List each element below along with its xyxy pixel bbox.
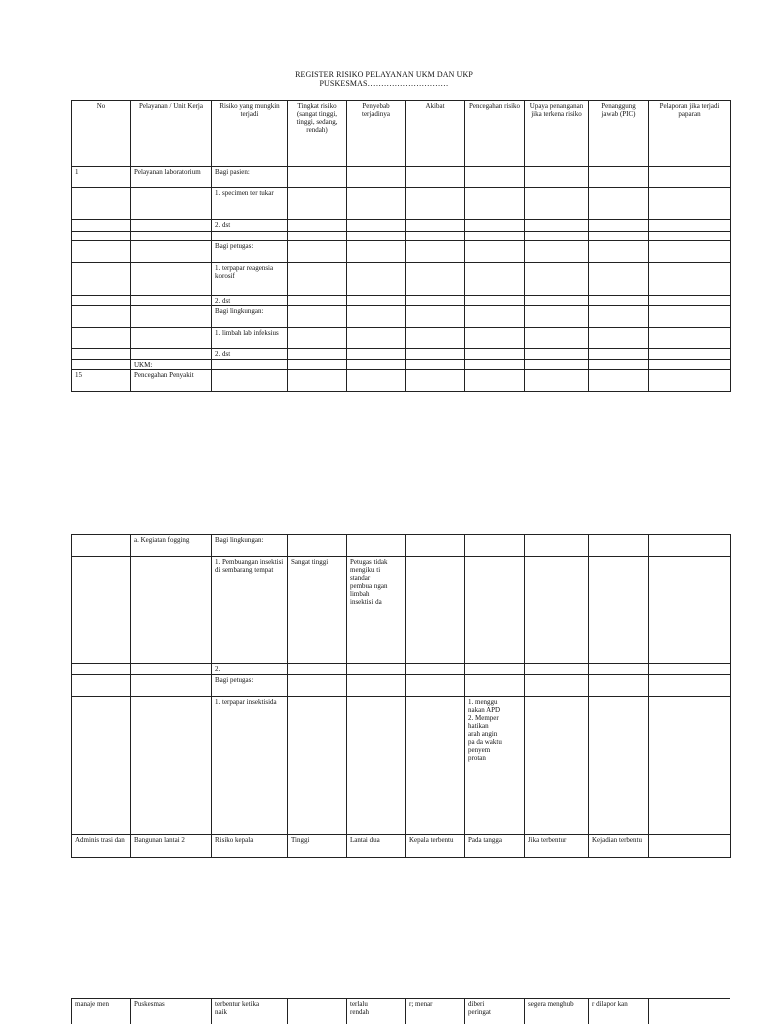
cell-no: Adminis trasi dan: [72, 835, 131, 858]
cell-risk: 1. specimen ter tukar: [212, 188, 288, 220]
cell-level: [288, 535, 347, 557]
cell-cause: [347, 697, 406, 835]
cell-pic: [589, 557, 649, 664]
cell-no: [72, 349, 131, 360]
cell-prevention: 1. menggu nakan APD 2. Memper hatikan arah angin pa da waktu penyem protan: [465, 697, 525, 835]
cell-unit: [131, 328, 212, 349]
cell-effect: [406, 697, 465, 835]
cell-pic: [589, 675, 649, 697]
risk-register-table-2: [71, 534, 731, 858]
cell-unit: Pencegahan Penyakit: [131, 370, 212, 392]
cell-handling: [525, 557, 589, 664]
cell-prevention: [465, 675, 525, 697]
cell-handling: [525, 535, 589, 557]
table-row: [72, 360, 731, 370]
header-cause: Penyebab terjadinya: [347, 101, 406, 167]
cell-unit: Puskesmas: [131, 999, 212, 1024]
cell-unit: [131, 232, 212, 241]
cell-no: [72, 675, 131, 697]
header-report: Pelaporan jika terjadi paparan: [649, 101, 731, 167]
table-row: [72, 664, 731, 675]
cell-cause: [347, 664, 406, 675]
cell-level: [288, 697, 347, 835]
cell-risk: terbentur ketika naik: [212, 999, 288, 1024]
risk-register-table-3: [71, 998, 730, 1024]
cell-pic: [589, 697, 649, 835]
cell-handling: [525, 697, 589, 835]
cell-pic: r dilapor kan: [589, 999, 649, 1024]
cell-risk: Bagi petugas:: [212, 675, 288, 697]
cell-unit: [131, 557, 212, 664]
header-level: Tingkat risiko (sangat tinggi, tinggi, sedang, rendah): [288, 101, 347, 167]
document-subtitle: PUSKESMAS…………………………: [319, 79, 449, 88]
cell-risk: 2. dst: [212, 349, 288, 360]
cell-unit: [131, 296, 212, 306]
cell-effect: [406, 557, 465, 664]
header-no: No: [72, 101, 131, 167]
cell-unit: [131, 188, 212, 220]
header-effect: Akibat: [406, 101, 465, 167]
table-row: [72, 306, 731, 328]
cell-handling: [525, 664, 589, 675]
cell-level: Tinggi: [288, 835, 347, 858]
cell-risk: 2.: [212, 664, 288, 675]
table-row: [72, 697, 731, 835]
cell-prevention: [465, 535, 525, 557]
cell-effect: Kepala terbentu: [406, 835, 465, 858]
cell-unit: [131, 675, 212, 697]
cell-no: [72, 664, 131, 675]
cell-cause: Lantai dua: [347, 835, 406, 858]
table-row: [72, 220, 731, 232]
header-risk: Risiko yang mungkin terjadi: [212, 101, 288, 167]
cell-no: [72, 328, 131, 349]
cell-handling: segera menghub: [525, 999, 589, 1024]
table-row: [72, 675, 731, 697]
cell-unit: [131, 220, 212, 232]
cell-cause: [347, 675, 406, 697]
cell-no: [72, 263, 131, 296]
cell-risk: Bagi petugas:: [212, 241, 288, 263]
header-unit: Pelayanan / Unit Kerja: [131, 101, 212, 167]
cell-no: 1: [72, 167, 131, 188]
cell-prevention: diberi peringat: [465, 999, 525, 1024]
cell-effect: [406, 675, 465, 697]
header-prevention: Pencegahan risiko: [465, 101, 525, 167]
cell-no: [72, 220, 131, 232]
table-row: [72, 999, 731, 1024]
cell-unit: [131, 263, 212, 296]
header-handling: Upaya penanganan jika terkena risiko: [525, 101, 589, 167]
cell-unit: [131, 697, 212, 835]
table-row: [72, 241, 731, 263]
table-row: [72, 167, 731, 188]
cell-unit: Pelayanan laboratorium: [131, 167, 212, 188]
cell-risk: Risiko kepala: [212, 835, 288, 858]
cell-risk: 2. dst: [212, 296, 288, 306]
cell-no: 15: [72, 370, 131, 392]
cell-risk: 1. limbah lab infeksius: [212, 328, 288, 349]
table-row: [72, 557, 731, 664]
table-row: [72, 188, 731, 220]
cell-risk: [212, 370, 288, 392]
cell-effect: [406, 535, 465, 557]
table-row: [72, 328, 731, 349]
table-row: [72, 296, 731, 306]
cell-risk: 2. dst: [212, 220, 288, 232]
cell-level: Sangat tinggi: [288, 557, 347, 664]
cell-risk: Bagi pasien:: [212, 167, 288, 188]
cell-risk: Bagi lingkungan:: [212, 535, 288, 557]
cell-risk: 1. Pembuangan insektisi di sembarang tempat: [212, 557, 288, 664]
cell-risk: [212, 232, 288, 241]
table-header-row: [72, 101, 731, 167]
cell-no: [72, 296, 131, 306]
cell-no: manaje men: [72, 999, 131, 1024]
cell-effect: [406, 664, 465, 675]
cell-no: [72, 557, 131, 664]
cell-unit: a. Kegiatan fogging: [131, 535, 212, 557]
header-pic: Penanggung jawab (PIC): [589, 101, 649, 167]
cell-pic: Kejadian terbentu: [589, 835, 649, 858]
cell-handling: [525, 675, 589, 697]
cell-unit: [131, 349, 212, 360]
table-row: [72, 263, 731, 296]
cell-risk: 1. terpapar insektisida: [212, 697, 288, 835]
cell-effect: r; menar: [406, 999, 465, 1024]
cell-risk: Bagi lingkungan:: [212, 306, 288, 328]
cell-no: [72, 360, 131, 370]
cell-handling: Jika terbentur: [525, 835, 589, 858]
table-row: [72, 535, 731, 557]
cell-no: [72, 535, 131, 557]
cell-unit: [131, 241, 212, 263]
cell-pic: [589, 535, 649, 557]
cell-pic: [589, 664, 649, 675]
cell-cause: terlalu rendah: [347, 999, 406, 1024]
cell-risk: [212, 360, 288, 370]
cell-level: [288, 675, 347, 697]
table-row: [72, 370, 731, 392]
cell-prevention: Pada tangga: [465, 835, 525, 858]
cell-unit: Bangunan lantai 2: [131, 835, 212, 858]
cell-unit: [131, 664, 212, 675]
table-row: [72, 835, 731, 858]
table-row: [72, 232, 731, 241]
cell-no: [72, 241, 131, 263]
cell-cause: [347, 535, 406, 557]
cell-cause: Petugas tidak mengiku ti standar pembua ngan limbah insektisi da: [347, 557, 406, 664]
cell-unit: [131, 306, 212, 328]
cell-no: [72, 232, 131, 241]
risk-register-table-3-wrapper: [71, 998, 730, 1024]
cell-level: [288, 664, 347, 675]
document-title: REGISTER RISIKO PELAYANAN UKM DAN UKP: [295, 70, 473, 79]
cell-prevention: [465, 664, 525, 675]
cell-no: [72, 306, 131, 328]
table-row: [72, 349, 731, 360]
cell-unit: UKM:: [131, 360, 212, 370]
cell-level: [288, 999, 347, 1024]
cell-risk: 1. terpapar reagensia korosif: [212, 263, 288, 296]
cell-no: [72, 697, 131, 835]
cell-prevention: [465, 557, 525, 664]
cell-no: [72, 188, 131, 220]
risk-register-table-1: [71, 100, 731, 392]
